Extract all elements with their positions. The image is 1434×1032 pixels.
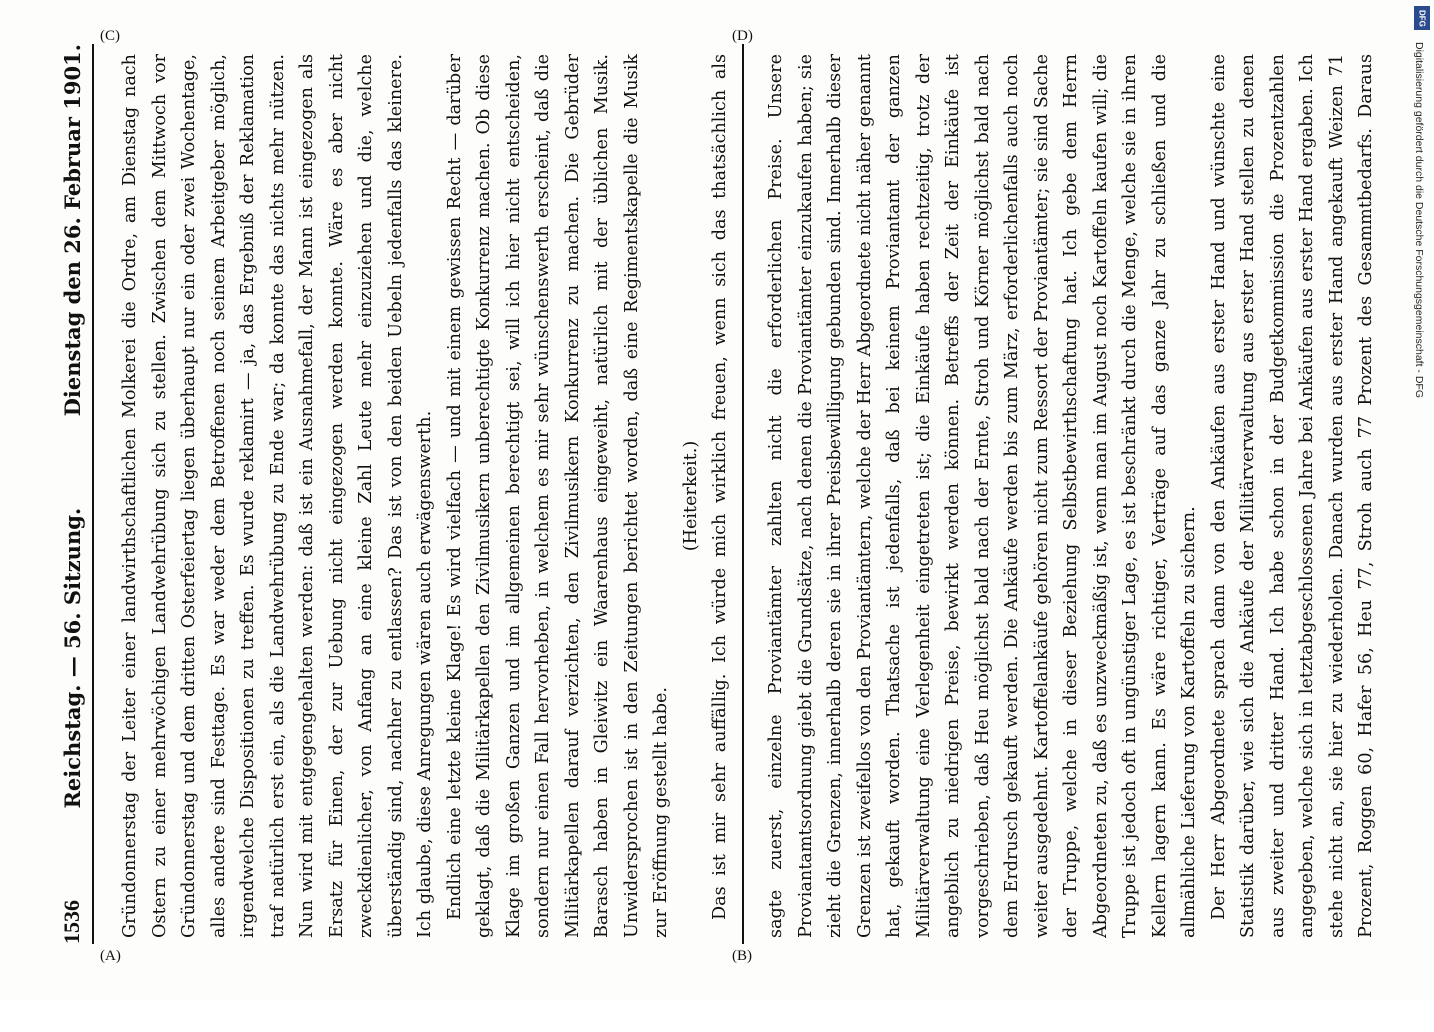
digitization-credit — [1411, 6, 1431, 996]
left-paragraph-3: Das ist mir sehr auffällig. Ich würde mich wirklich freuen, wenn sich das thatsächlich als — [710, 54, 730, 920]
laughter-note: (Heiterkeit.) — [680, 440, 701, 552]
left-column — [116, 54, 736, 938]
left-paragraph-1: Gründonnerstag der Leiter einer landwirthschaftlichen Molkerei die Ordre, am Dienstag nach Ostern zu einer mehrwöchigen Landwehrübung sich zu stellen. Zwischen dem Mittwoch vor Gründonnerstag und dem dritten Osterfeiertag liegen überhaupt nur ein oder zwei Wochentage, alles andere sind Festtage. Es war weder dem Betroffenen noch seinem Arbeitgeber möglich, irgendwelche Dispositionen zu treffen. Es wurde reklamirt — ja, das Ergebniß der Reklamation traf natürlich erst ein, als die Landwehrübung zu Ende war; da konnte das nichts mehr nützen. Nun wird mit entgegengehalten werden: daß ist ein Ausnahmefall, der Mann ist eingezogen als Ersatz für Einen, der zur Uebung nicht eingezogen werden konnte. Wäre es aber nicht zweckdienlicher, von Anfang an eine kleine Zahl Leute mehr einzuziehen und die, welche überständig sind, nachher zu entlassen? Das ist von den beiden Uebeln jedenfalls das kleinere. Ich glaube, diese Anregungen wären auch erwägenswerth. — [120, 54, 435, 938]
page-number: 1536 — [59, 900, 84, 944]
margin-marker-d: (D) — [732, 28, 753, 44]
margin-marker-a: (A) — [100, 948, 121, 964]
right-column — [762, 54, 1382, 938]
margin-marker-c: (C) — [100, 28, 120, 44]
header-title-right: Dienstag den 26. Februar 1901. — [59, 44, 85, 417]
column-divider — [742, 44, 744, 944]
rotated-page-content — [52, 44, 1382, 944]
dfg-logo: DFG — [1414, 6, 1430, 30]
right-paragraph-1: sagte zuerst, einzelne Proviantämter zahlten nicht die erforderlichen Preise. Unsere Proviantamtsordnung giebt die Grundsätze, nach denen die Proviantämter einzukaufen haben; sie zieht die Grenzen, innerhalb deren sie in ihrer Preisbewilligung gebunden sind. Innerhalb dieser Grenzen ist zweifellos von den Proviantämtern, welche der Herr Abgeordnete nicht näher genannt hat, gekauft worden. Thatsache ist jedenfalls, daß bei keinem Proviantamt der ganzen Militärverwaltung eine Verlegenheit eingetreten ist; die Einkäufe haben rechtzeitig, trotz der angeblich zu niedrigen Preise, bewirkt werden können. Betreffs der Zeit der Einkäufe ist vorgeschrieben, daß Heu möglichst bald nach der Ernte, Stroh und Körner möglichst bald nach dem Erdrusch gekauft werden. Die Ankäufe werden bis zum März, erforderlichenfalls auch noch weiter ausgedehnt. Kartoffelankäufe gehören nicht zum Ressort der Proviantämter; sie sind Sache der Truppe, welche in dieser Beziehung Selbstbewirthschaftung hat. Ich gebe dem Herrn Abgeordneten zu, daß es unzweckmäßig ist, wenn man im August noch Kartoffeln kaufen will; die Truppe ist jedoch oft in ungünstiger Lage, es ist beschränkt durch die Menge, welche sie in ihren Kellern lagern kann. Es wäre richtiger, Verträge auf das ganze Jahr zu schließen und die allmähliche Lieferung von Kartoffeln zu sichern. — [766, 54, 1199, 938]
right-paragraph-2: Der Herr Abgeordnete sprach dann von den Ankäufen aus erster Hand und wünschte eine Statistik darüber, wie sich die Ankäufe der Militärverwaltung aus erster Hand stellen zu denen aus zweiter und dritter Hand. Ich habe schon in der Budgetkommission die Prozentzahlen angegeben, welche sich in letztabgeschlossenen Jahre bei Ankäufen aus erster Hand ergaben. Ich stehe nicht an, sie hier zu wiederholen. Danach wurden aus erster Hand angekauft Weizen 71 Prozent, Roggen 60, Hafer 56, Heu 77, Stroh auch 77 Prozent des Gesammtbedarfs. Daraus — [1208, 54, 1376, 938]
margin-marker-b: (B) — [732, 948, 752, 964]
page-header — [52, 44, 94, 944]
credit-text: Digitalisierung gefördert durch die Deutsche Forschungsgemeinschaft - DFG — [1413, 42, 1425, 399]
header-title-left: Reichstag. — 56. Sitzung. — [59, 507, 85, 809]
left-paragraph-2: Endlich eine letzte kleine Klage! Es wird vielfach — und mit einem gewissen Recht — darüber geklagt, daß die Militärkapellen den Zivilmusikern unberechtigte Konkurrenz machen. Ob diese Klage im großen Ganzen und im allgemeinen berechtigt sei, will ich hier nicht entscheiden, sondern nur einen Fall hervorheben, in welchem es mir sehr wünschenswerth erscheint, daß die Militärkapellen darauf verzichten, den Zivilmusikern Konkurrenz zu machen. Die Gebrüder Barasch haben in Gleiwitz ein Waarenhaus eingeweiht, natürlich mit der üblichen Musik. Unwidersprochen ist in den Zeitungen berichtet worden, daß eine Regimentskapelle die Musik zur Eröffnung gestellt habe. — [444, 54, 671, 938]
